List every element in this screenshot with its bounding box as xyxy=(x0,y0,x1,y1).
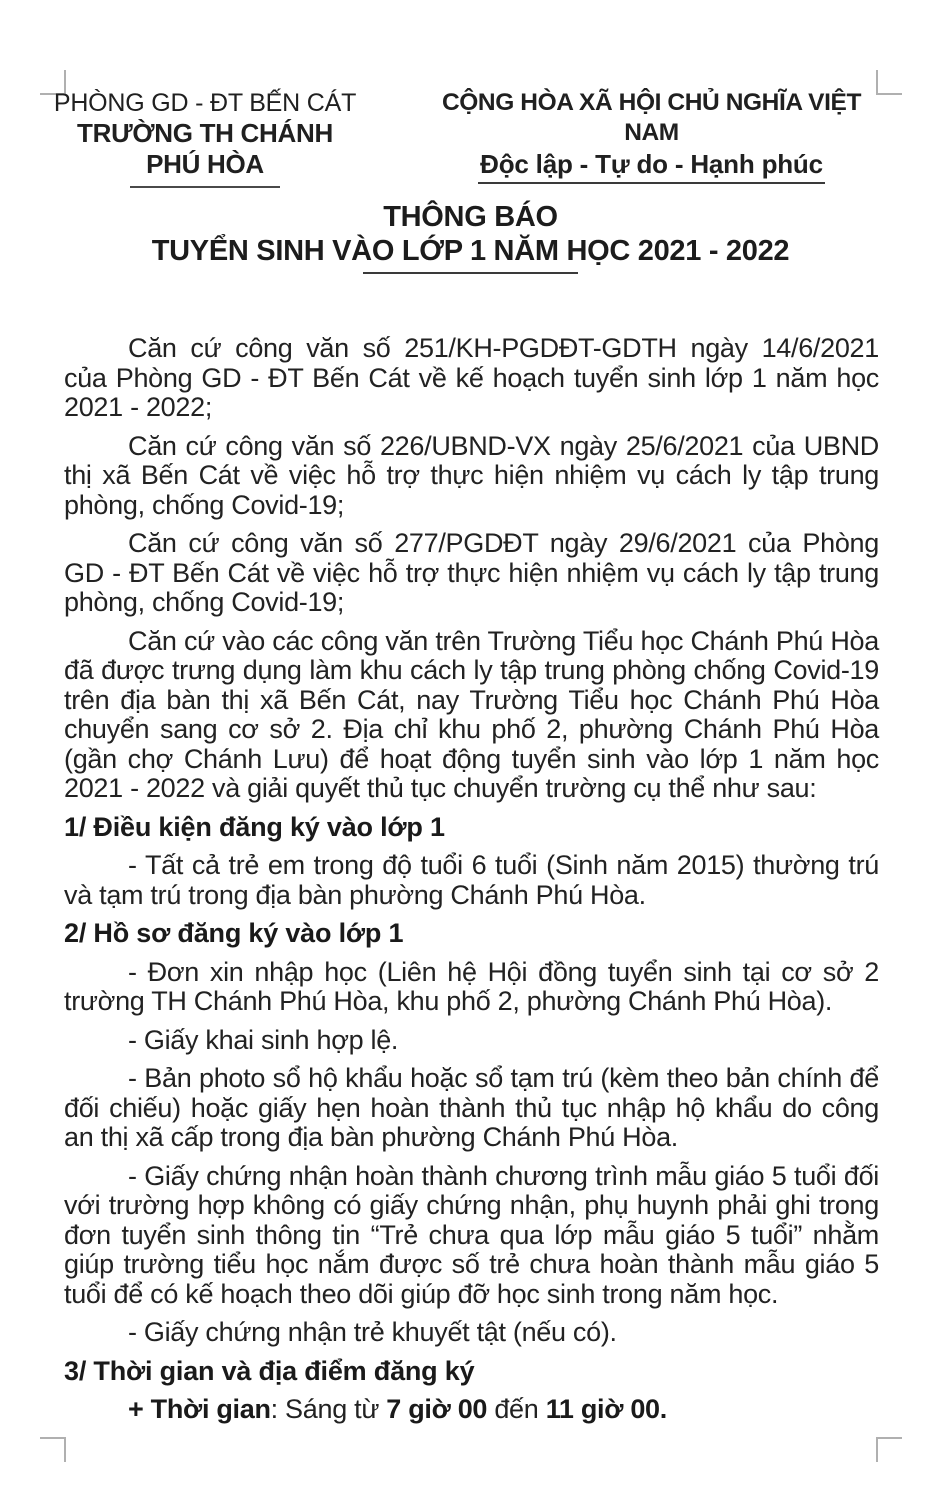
list-item-application-form: - Đơn xin nhập học (Liên hệ Hội đồng tuyển sinh tại cơ sở 2 trường TH Chánh Phú Hòa, khu phố 2, phường Chánh Phú Hòa). xyxy=(64,956,879,1016)
list-item-birth-certificate: - Giấy khai sinh hợp lệ. xyxy=(128,1024,399,1055)
paragraph-intro: Căn cứ vào các công văn trên Trường Tiểu học Chánh Phú Hòa đã được trưng dụng làm khu cách ly tập trung phòng chống Covid-19 trên địa bàn thị xã Bến Cát, nay Trường Tiểu học Chánh Phú Hòa chuyển sang cơ sở 2. Địa chỉ khu phố 2, phường Chánh Phú Hòa (gần chợ Chánh Lưu) để hoạt động tuyển sinh vào lớp 1 năm học 2021 - 2022 và giải quyết thủ tục chuyển trường cụ thể như sau: xyxy=(64,625,879,803)
national-title: CỘNG HÒA XÃ HỘI CHỦ NGHĨA VIỆT NAM xyxy=(441,89,862,146)
national-motto: Độc lập - Tự do - Hạnh phúc xyxy=(478,148,825,184)
list-item-kindergarten-certificate: - Giấy chứng nhận hoàn thành chương trình mẫu giáo 5 tuổi đối với trường hợp không có giấy chứng nhận, phụ huynh phải ghi trong đơn tuyển sinh thông tin “Trẻ chưa qua lớp mẫu giáo 5 tuổi” nhằm giúp trường tiểu học nắm được số trẻ chưa hoàn thành mẫu giáo 5 tuổi để có kế hoạch theo dõi giúp đỡ học sinh trong năm học. xyxy=(64,1160,879,1309)
time-text-2: đến xyxy=(487,1394,546,1424)
paragraph-legal-basis-2: Căn cứ công văn số 226/UBND-VX ngày 25/6/2021 của UBND thị xã Bến Cát về việc hỗ trợ thực hiện nhiệm vụ cách ly tập trung phòng, chống Covid-19; xyxy=(64,430,879,520)
org-school-name: TRƯỜNG TH CHÁNH PHÚ HÒA xyxy=(77,118,333,179)
title-underline xyxy=(363,272,578,274)
issuing-org-block xyxy=(50,88,360,188)
national-motto-line xyxy=(414,148,889,184)
time-label: + Thời gian xyxy=(128,1394,271,1424)
time-end: 11 giờ 00. xyxy=(545,1394,667,1424)
document-header xyxy=(0,88,941,188)
section-heading-1: 1/ Điều kiện đăng ký vào lớp 1 xyxy=(64,811,445,842)
list-item-household-registration: - Bản photo sổ hộ khẩu hoặc sổ tạm trú (kèm theo bản chính để đối chiếu) hoặc giấy hẹn hoàn thành thủ tục nhập hộ khẩu do công an thị xã cấp trong địa bàn phường Chánh Phú Hòa. xyxy=(64,1063,879,1152)
document-title: THÔNG BÁO xyxy=(383,201,558,233)
paragraph-legal-basis-1: Căn cứ công văn số 251/KH-PGDĐT-GDTH ngày 14/6/2021 của Phòng GD - ĐT Bến Cát về kế hoạch tuyển sinh lớp 1 năm học 2021 - 2022; xyxy=(64,333,879,422)
national-motto-block xyxy=(414,88,889,188)
time-start: 7 giờ 00 xyxy=(386,1394,488,1424)
org-underline xyxy=(130,186,280,188)
paragraph-legal-basis-3: Căn cứ công văn số 277/PGDĐT ngày 29/6/2021 của Phòng GD - ĐT Bến Cát về việc hỗ trợ thực hiện nhiệm vụ cách ly tập trung phòng, chống Covid-19; xyxy=(64,528,879,617)
text-boundary-mark-bottom-right xyxy=(876,1437,902,1462)
time-text-1: : Sáng từ xyxy=(270,1394,387,1424)
org-parent-name: PHÒNG GD - ĐT BẾN CÁT xyxy=(53,89,357,117)
time-line xyxy=(64,1395,879,1425)
section-heading-3: 3/ Thời gian và địa điểm đăng ký xyxy=(64,1355,475,1386)
text-boundary-mark-bottom-left xyxy=(40,1437,66,1462)
document-subtitle: TUYỂN SINH VÀO LỚP 1 NĂM HỌC 2021 - 2022 xyxy=(151,235,790,267)
section-heading-2: 2/ Hồ sơ đăng ký vào lớp 1 xyxy=(64,918,404,948)
list-item-disability-certificate: - Giấy chứng nhận trẻ khuyết tật (nếu có). xyxy=(128,1317,617,1347)
list-item-eligibility: - Tất cả trẻ em trong độ tuổi 6 tuổi (Sinh năm 2015) thường trú và tạm trú trong địa bàn phường Chánh Phú Hòa. xyxy=(64,850,879,910)
document-title-block xyxy=(0,200,941,274)
document-body xyxy=(0,334,941,1434)
